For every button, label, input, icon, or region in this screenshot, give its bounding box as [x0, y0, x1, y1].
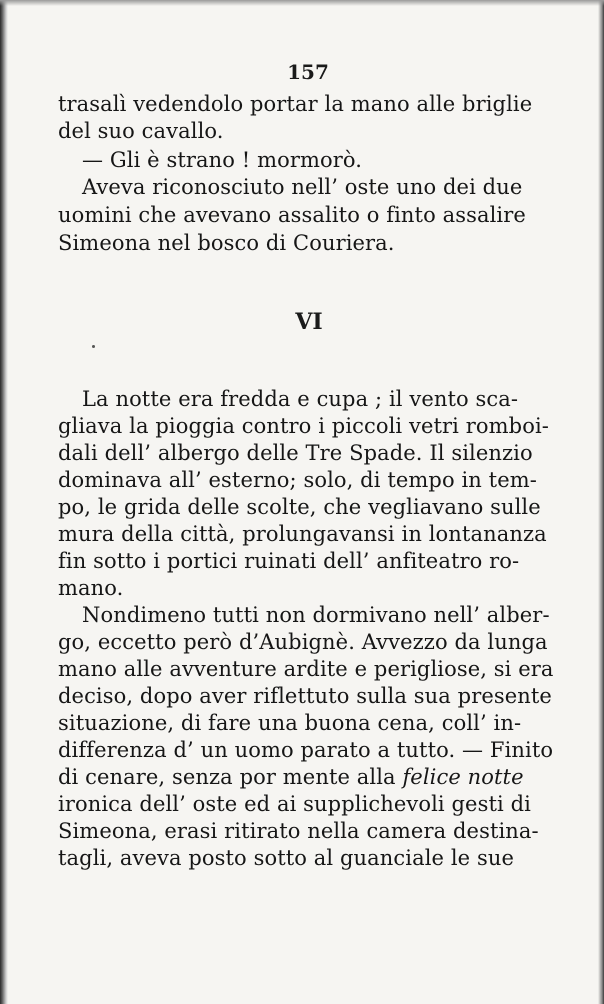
text-line: La notte era fredda e cupa ; il vento sca-	[82, 387, 519, 411]
text-line: po, le grida delle scolte, che vegliavano sulle	[58, 495, 541, 519]
text-line: mura della città, prolungavansi in lontananza	[58, 522, 547, 546]
page-edge-right	[598, 0, 604, 1004]
text-line: gliava la pioggia contro i piccoli vetri romboi-	[58, 414, 549, 438]
text-line: mano.	[58, 576, 124, 600]
text-line: dominava all’ esterno; solo, di tempo in tem-	[58, 468, 537, 492]
chapter-heading: VI	[295, 309, 323, 335]
text-line: — Gli è strano ! mormorò.	[82, 148, 363, 172]
text-line: Nondimeno tutti non dormivano nell’ alber-	[82, 603, 550, 627]
page-edge-left	[0, 0, 8, 1004]
text-line: go, eccetto però d’Aubignè. Avvezzo da lunga	[58, 630, 548, 654]
text-line: dali dell’ albergo delle Tre Spade. Il silenzio	[58, 441, 533, 465]
text-line: Aveva riconosciuto nell’ oste uno dei due	[82, 175, 523, 199]
text-line: differenza d’ un uomo parato a tutto. — Finito	[58, 738, 554, 762]
text-line: fin sotto i portici ruinati dell’ anfiteatro ro-	[58, 549, 520, 573]
text-line-with-italic	[58, 763, 524, 791]
text-line: Simeona nel bosco di Couriera.	[58, 231, 395, 255]
scan-speck	[92, 345, 95, 348]
text-line: del suo cavallo.	[58, 119, 224, 143]
italic-phrase: felice notte	[402, 765, 524, 789]
text-line: mano alle avventure ardite e perigliose, si era	[58, 657, 554, 681]
text-line: deciso, dopo aver riflettuto sulla sua presente	[58, 684, 552, 708]
text-fragment: di cenare, senza por mente alla	[58, 765, 403, 789]
page-edge-top	[0, 0, 604, 6]
page-number: 157	[287, 60, 329, 84]
text-line: situazione, di fare una buona cena, coll’ in-	[58, 711, 522, 735]
text-line: trasalì vedendolo portar la mano alle briglie	[58, 92, 533, 116]
text-line: ironica dell’ oste ed ai supplichevoli gesti di	[58, 792, 531, 816]
text-line: Simeona, erasi ritirato nella camera destina-	[58, 819, 539, 843]
text-line: tagli, aveva posto sotto al guanciale le sue	[58, 846, 514, 870]
text-line: uomini che avevano assalito o finto assalire	[58, 203, 526, 227]
